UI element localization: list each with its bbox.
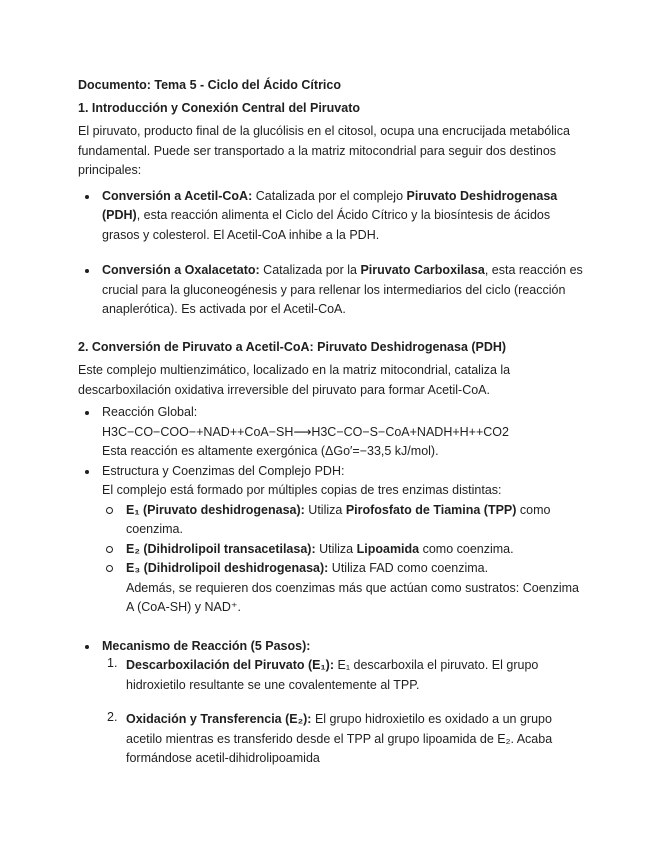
mecanismo-steps <box>78 656 583 769</box>
bullet-text: Conversión a Acetil-CoA: Catalizada por el complejo Piruvato Deshidrogenasa (PDH), esta reacción alimenta el Ciclo del Ácido Cítrico y la biosíntesis de ácidos grasos y colesterol. El Acetil-CoA inhibe a la PDH. <box>102 188 558 242</box>
section2-heading: 2. Conversión de Piruvato a Acetil-CoA: Piruvato Deshidrogenasa (PDH) <box>78 339 507 354</box>
reaction-note: Esta reacción es altamente exergónica (ΔGo′=−33,5 kJ/mol). <box>102 444 439 458</box>
bullet-label: Conversión a Acetil-CoA: <box>102 188 253 203</box>
step-item: 1. Descarboxilación del Piruvato (E₁): E₁ descarboxila el piruvato. El grupo hidroxietilo resultante se une covalentemente al TPP. <box>107 656 539 692</box>
enzyme-sublist <box>78 501 583 618</box>
section2-intro: Este complejo multienzimático, localizado en la matriz mitocondrial, cataliza la descarboxilación oxidativa irreversible del piruvato para formar Acetil-CoA. <box>78 363 511 397</box>
list-item-estructura <box>78 462 583 501</box>
list-item-oxalacetato <box>78 261 583 320</box>
reaccion-title: Reacción Global: <box>102 405 198 419</box>
list-item-mecanismo <box>78 637 583 657</box>
document-page <box>78 76 583 769</box>
sublist-item-e2: E₂ (Dihidrolipoil transacetilasa): Utiliza Lipoamida como coenzima. <box>102 540 583 560</box>
estructura-intro: El complejo está formado por múltiples copias de tres enzimas distintas: <box>102 483 502 497</box>
section1-bullet-list <box>78 187 583 320</box>
step-number: 2. <box>107 710 118 724</box>
list-item-reaccion-global <box>78 403 583 462</box>
mecanismo-list <box>78 637 583 657</box>
section1-intro: El piruvato, producto final de la glucólisis en el citosol, ocupa una encrucijada metabólica fundamental. Puede ser transportado a la matriz mitocondrial para seguir dos destinos principales: <box>78 124 570 177</box>
mecanismo-title: Mecanismo de Reacción (5 Pasos): <box>102 638 311 653</box>
bullet-text: Conversión a Oxalacetato: Catalizada por la Piruvato Carboxilasa, esta reacción es crucial para la gluconeogénesis y para rellenar los intermediarios del ciclo (reacción anaplerótica). Es activada por el Acetil-CoA. <box>102 263 583 316</box>
sublist-item-e1: E₁ (Piruvato deshidrogenasa): Utiliza Pirofosfato de Tiamina (TPP) como coenzima. <box>102 501 583 540</box>
reaction-equation: H3C−CO−COO−+NAD++CoA−SH⟶H3C−CO−S−CoA+NADH+H++CO2 <box>102 424 509 439</box>
step-label: Oxidación y Transferencia (E₂): <box>126 712 312 726</box>
document-title: Documento: Tema 5 - Ciclo del Ácido Cítrico <box>78 78 341 92</box>
estructura-title: Estructura y Coenzimas del Complejo PDH: <box>102 463 345 478</box>
list-item-acetil-coa <box>78 187 583 246</box>
enzyme-label: E₃ (Dihidrolipoil deshidrogenasa): <box>126 561 329 575</box>
enzyme-label: E₁ (Piruvato deshidrogenasa): <box>126 502 305 517</box>
step-item: 2. Oxidación y Transferencia (E₂): El grupo hidroxietilo es oxidado a un grupo acetilo mientras es transferido desde el TPP al grupo lipoamida de E₂. Acaba formándose acetil-dihidrolipoamida <box>107 710 553 765</box>
step-label: Descarboxilación del Piruvato (E₁): <box>126 658 335 672</box>
coenzyme-extra-note: Además, se requieren dos coenzimas más que actúan como sustratos: Coenzima A (CoA-SH) y NAD⁺. <box>126 580 580 614</box>
bullet-label: Conversión a Oxalacetato: <box>102 263 260 277</box>
section2-bullet-list <box>78 403 583 501</box>
section1-heading: 1. Introducción y Conexión Central del Piruvato <box>78 100 360 115</box>
enzyme-label: E₂ (Dihidrolipoil transacetilasa): <box>126 541 316 556</box>
step-number: 1. <box>107 656 118 670</box>
sublist-item-e3: E₃ (Dihidrolipoil deshidrogenasa): Utiliza FAD como coenzima. Además, se requieren dos coenzimas más que actúan como sustratos: Coenzima A (CoA-SH) y NAD⁺. <box>102 559 583 618</box>
